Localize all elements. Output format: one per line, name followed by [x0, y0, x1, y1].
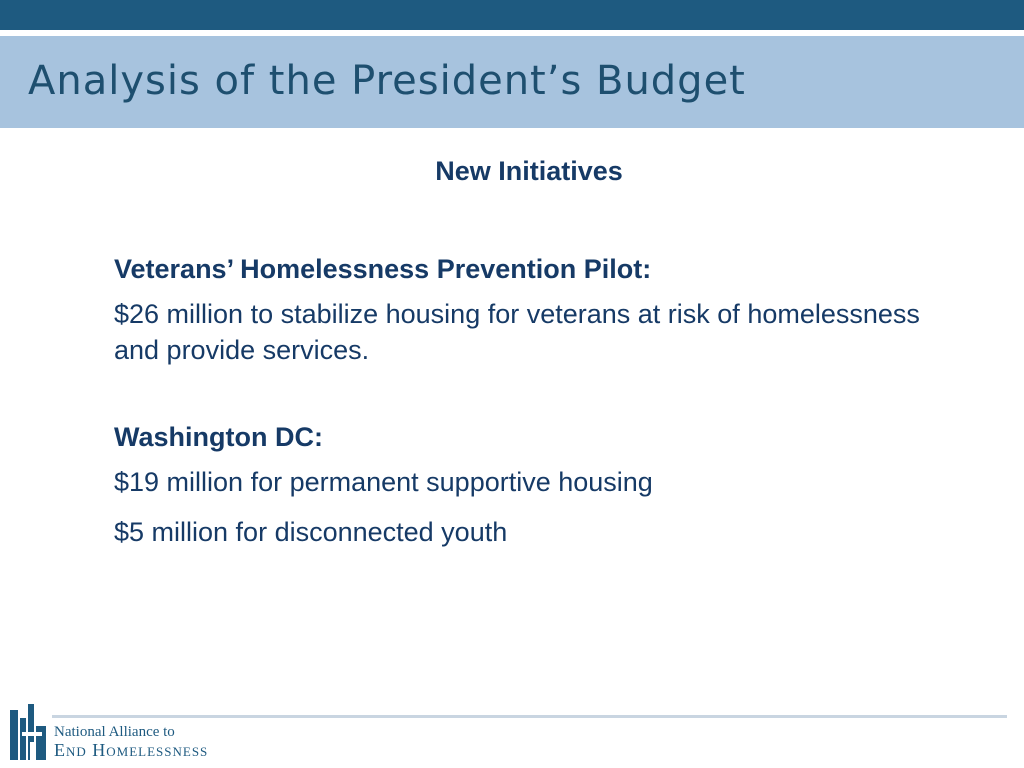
organization-logo [8, 698, 258, 764]
header-band-dark [0, 0, 1024, 30]
item-text-disconnected-youth: $5 million for disconnected youth [114, 517, 508, 547]
item-text-veterans-funding: $26 million to stabilize housing for veterans at risk of homelessness and provide services. [114, 299, 920, 365]
spacer [114, 382, 934, 420]
item-heading-veterans: Veterans’ Homelessness Prevention Pilot: [114, 254, 652, 284]
house-mark-icon [8, 702, 48, 762]
section-heading: New Initiatives [435, 156, 623, 186]
slide-title: Analysis of the President’s Budget [28, 58, 746, 104]
content-body [114, 252, 934, 564]
logo-text-line1: National Alliance to [54, 724, 175, 740]
item-heading-washington-dc: Washington DC: [114, 422, 323, 452]
logo-text-line2: End Homelessness [54, 740, 209, 760]
item-text-supportive-housing: $19 million for permanent supportive housing [114, 467, 653, 497]
